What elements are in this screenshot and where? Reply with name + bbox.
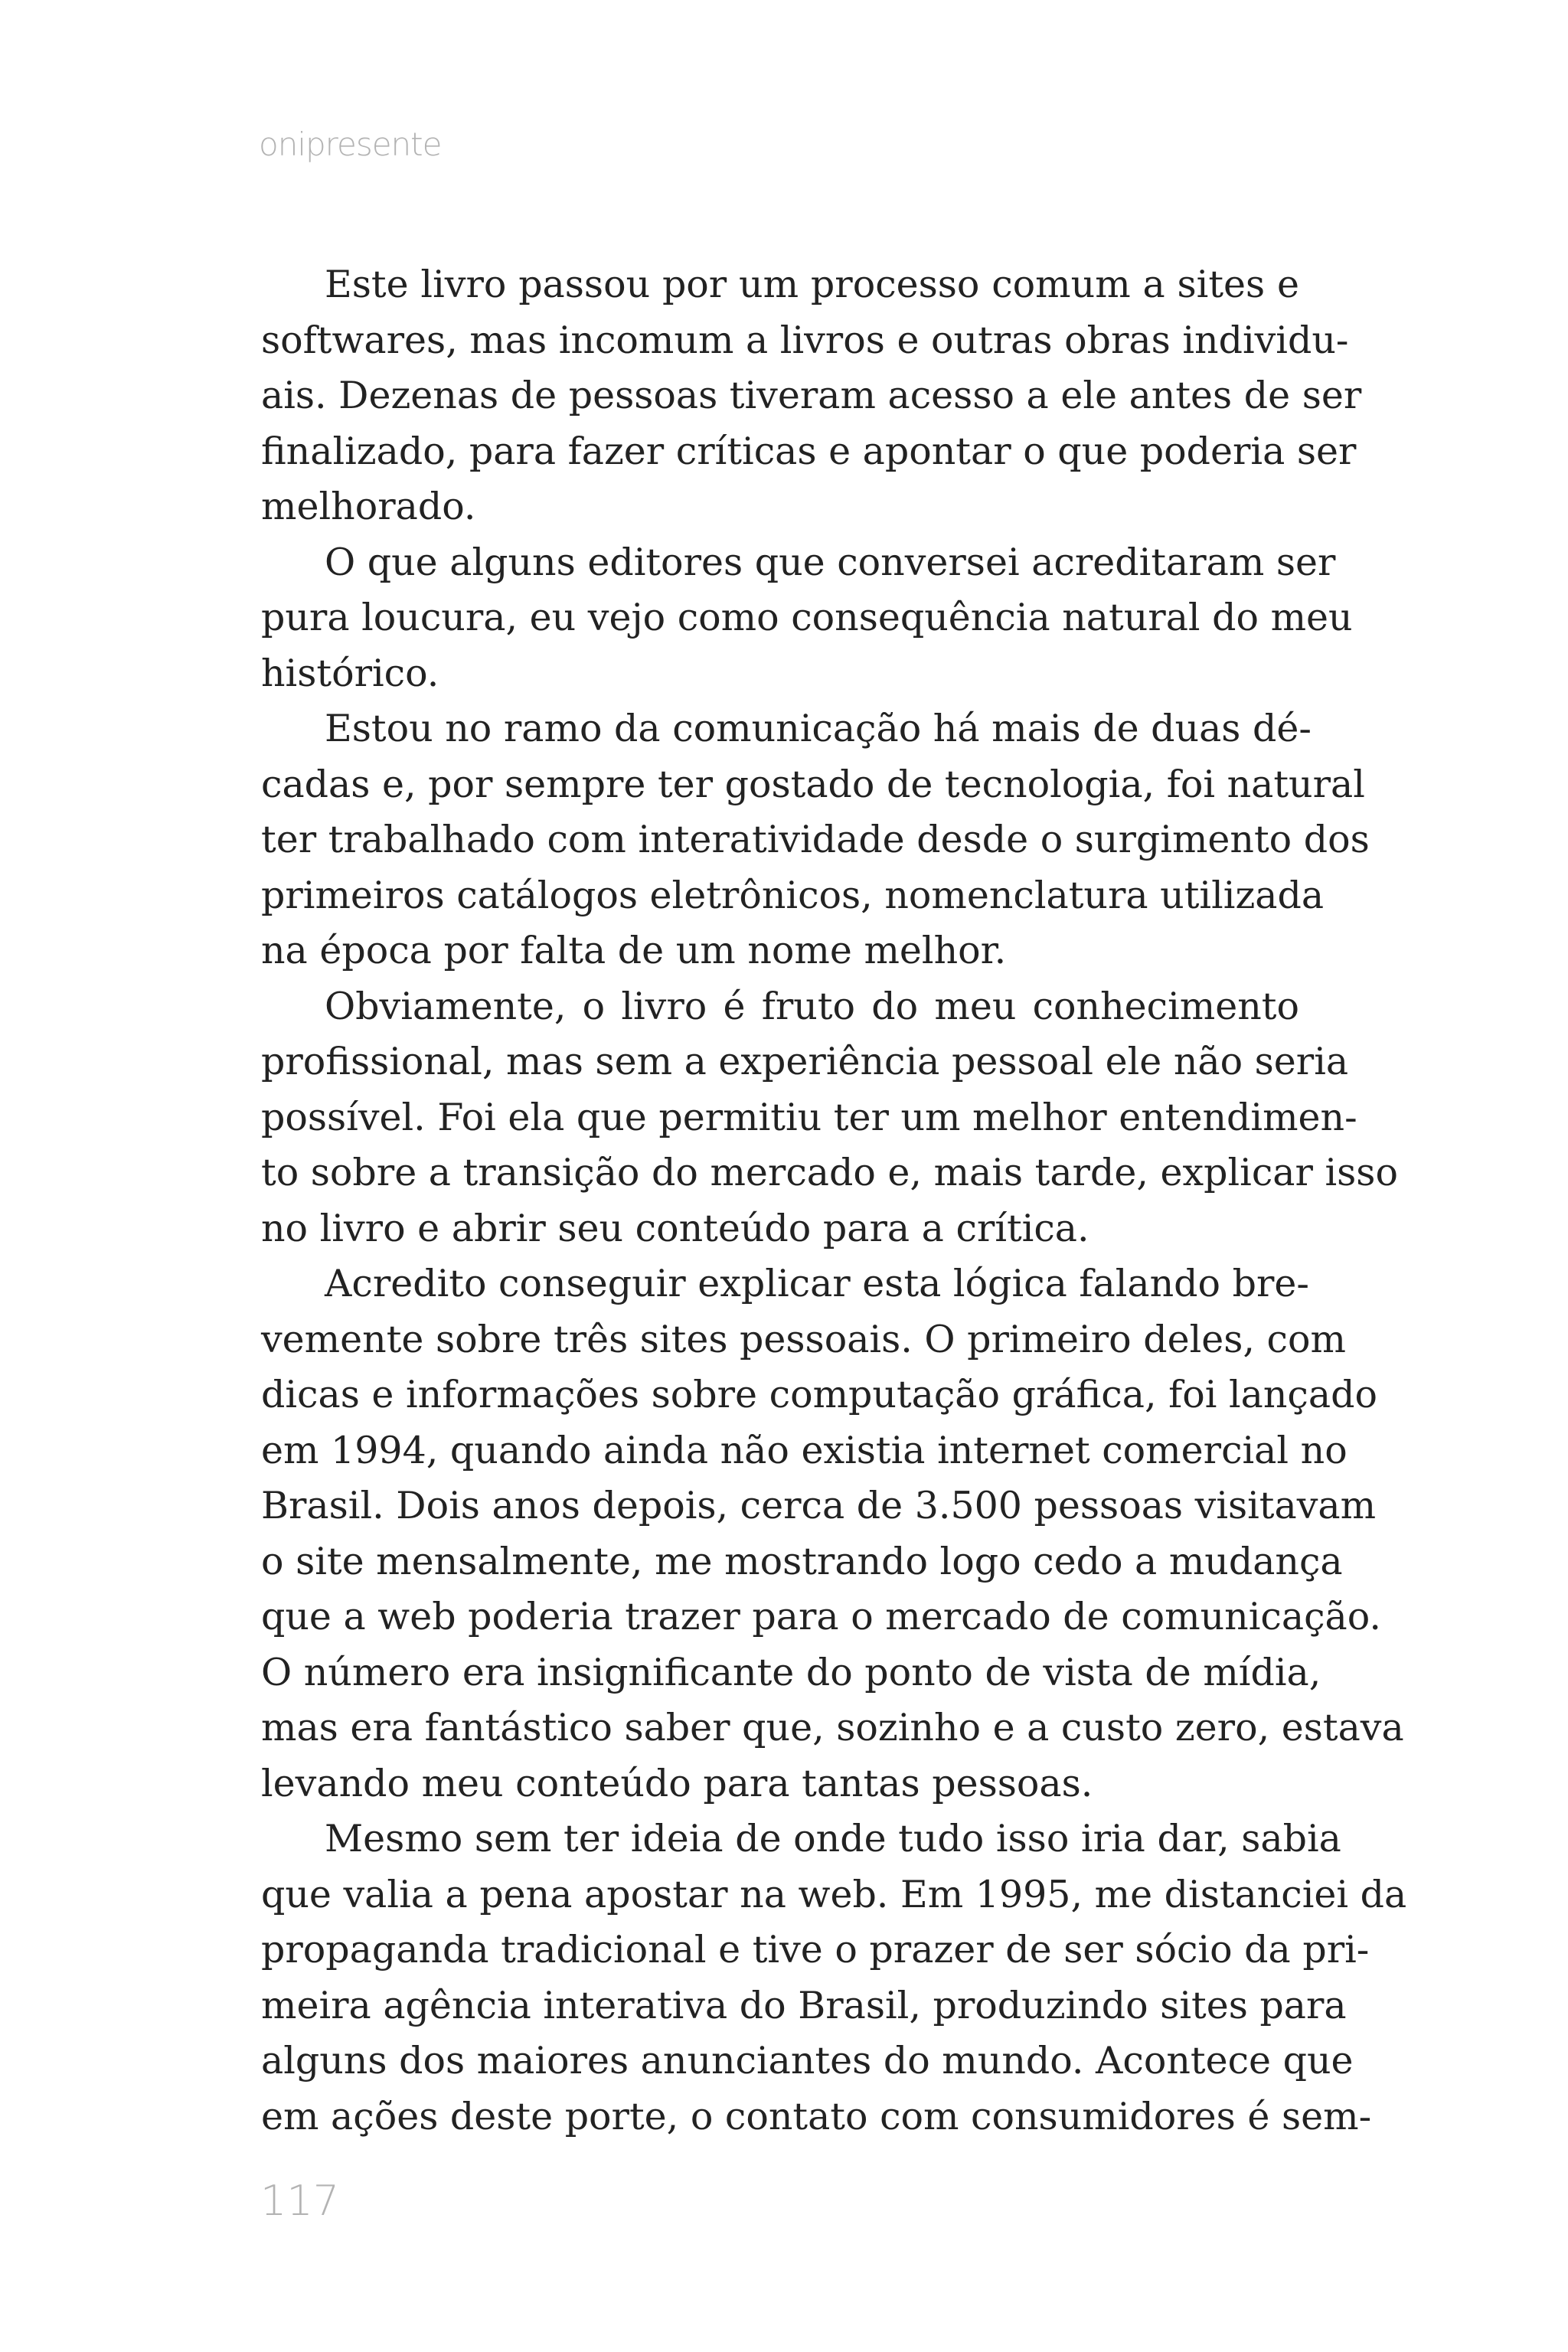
paragraph-3-line-1: Estou no ramo da comunicação há mais de duas dé- [325,707,1312,750]
paragraph-5-line-10: levando meu conteúdo para tantas pessoas. [261,1761,1093,1805]
paragraph-6-line-3: propaganda tradicional e tive o prazer de ser sócio da pri- [261,1928,1370,1971]
paragraph-5-line-8: O número era insignificante do ponto de vista de mídia, [261,1650,1321,1694]
paragraph-3-line-2: cadas e, por sempre ter gostado de tecnologia, foi natural [261,762,1365,806]
paragraph-5-line-3: dicas e informações sobre computação gráfica, foi lançado [261,1373,1377,1416]
paragraph-5-line-5: Brasil. Dois anos depois, cerca de 3.500 pessoas visitavam [261,1484,1377,1527]
paragraph-5-line-1: Acredito conseguir explicar esta lógica falando bre- [325,1262,1309,1305]
paragraph-5-line-4: em 1994, quando ainda não existia internet comercial no [261,1428,1348,1472]
paragraph-4-line-2: profissional, mas sem a experiência pessoal ele não seria [261,1040,1349,1083]
paragraph-2-line-2: pura loucura, eu vejo como consequência natural do meu [261,596,1353,639]
paragraph-1-line-5: melhorado. [261,485,476,528]
body-text [261,257,1407,2145]
paragraph-5-line-9: mas era fantástico saber que, sozinho e a custo zero, estava [261,1706,1404,1749]
paragraph-3-line-4: primeiros catálogos eletrônicos, nomenclatura utilizada [261,873,1325,917]
paragraph-2-line-3: histórico. [261,651,439,695]
paragraph-3-line-5: na época por falta de um nome melhor. [261,929,1007,972]
paragraph-5-line-2: vemente sobre três sites pessoais. O primeiro deles, com [261,1317,1346,1361]
paragraph-4-line-3: possível. Foi ela que permitiu ter um melhor entendimen- [261,1095,1357,1139]
paragraph-5-line-7: que a web poderia trazer para o mercado de comunicação. [261,1595,1381,1638]
running-header: onipresente [259,126,442,163]
paragraph-2-line-1: O que alguns editores que conversei acreditaram ser [325,540,1336,584]
paragraph-1-line-3: ais. Dezenas de pessoas tiveram acesso a ele antes de ser [261,374,1362,417]
paragraph-6-line-4: meira agência interativa do Brasil, produzindo sites para [261,1983,1347,2027]
paragraph-1-line-4: finalizado, para fazer críticas e apontar o que poderia ser [261,429,1357,473]
paragraph-6-line-6: em ações deste porte, o contato com consumidores é sem- [261,2094,1372,2138]
paragraph-5-line-6: o site mensalmente, me mostrando logo cedo a mudança [261,1539,1343,1583]
paragraph-1-line-2: softwares, mas incomum a livros e outras obras individu- [261,318,1349,362]
paragraph-4-line-5: no livro e abrir seu conteúdo para a crítica. [261,1206,1089,1250]
paragraph-6-line-2: que valia a pena apostar na web. Em 1995, me distanciei da [261,1872,1407,1916]
paragraph-6-line-5: alguns dos maiores anunciantes do mundo. Acontece que [261,2039,1354,2082]
paragraph-3-line-3: ter trabalhado com interatividade desde o surgimento dos [261,818,1370,861]
paragraph-1-line-1: Este livro passou por um processo comum a sites e [325,263,1299,306]
paragraph-6-line-1: Mesmo sem ter ideia de onde tudo isso iria dar, sabia [325,1817,1341,1860]
paragraph-4-line-1: Obviamente, o livro é fruto do meu conhecimento [325,984,1299,1028]
page-number: 117 [260,2177,340,2225]
paragraph-4-line-4: to sobre a transição do mercado e, mais tarde, explicar isso [261,1151,1398,1194]
